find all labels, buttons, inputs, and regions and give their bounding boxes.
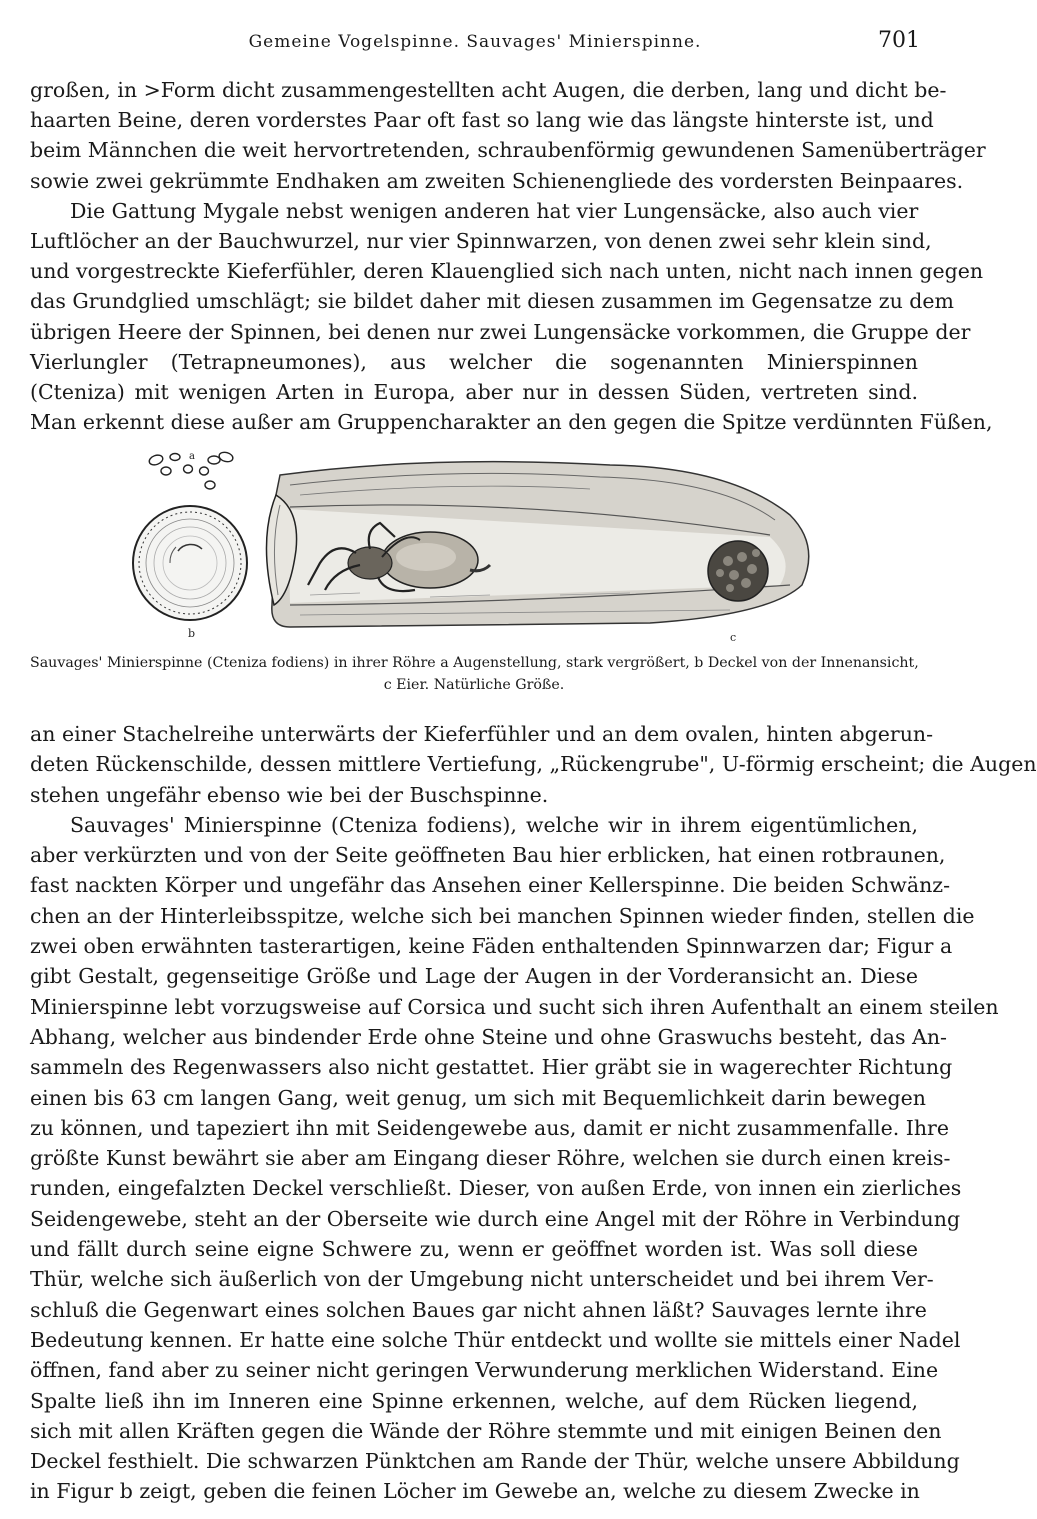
text-line: zwei oben erwähnten tasterartigen, keine Fäden enthaltenden Spinnwarzen dar; Figur a <box>30 934 953 959</box>
text-line: stehen ungefähr ebenso wie bei der Buschspinne. <box>30 782 549 807</box>
text-line: haarten Beine, deren vorderstes Paar oft fast so lang wie das längste hinterste ist, und <box>30 108 934 133</box>
text-line: gibt Gestalt, gegenseitige Größe und Lage der Augen in der Vorderansicht an. Diese <box>30 964 918 989</box>
text-line: deten Rückenschilde, dessen mittlere Vertiefung, „Rückengrube", U-förmig erscheint; die Augen <box>30 752 1037 777</box>
figure-label-b: b <box>188 627 196 640</box>
text-block-bottom <box>30 719 1037 1507</box>
text-line: Seidengewebe, steht an der Oberseite wie durch eine Angel mit der Röhre in Verbindung <box>30 1206 961 1231</box>
figure-label-c: c <box>730 631 737 644</box>
text-block-top <box>30 75 993 437</box>
text-line: einen bis 63 cm langen Gang, weit genug, um sich mit Bequemlichkeit darin bewegen <box>30 1085 926 1110</box>
text-line: großen, in >Form dicht zusammengestellten acht Augen, die derben, lang und dicht be- <box>30 78 947 102</box>
lid-inner-view-figure <box>133 506 247 620</box>
paragraph-cteniza <box>30 810 999 1507</box>
paragraph-continued <box>30 75 986 196</box>
text-line: Abhang, welcher aus bindender Erde ohne Steine und ohne Graswuchs besteht, das An- <box>30 1024 947 1049</box>
egg-mass-figure <box>708 541 768 601</box>
text-line: an einer Stachelreihe unterwärts der Kieferfühler und an dem ovalen, hinten abgerun- <box>30 722 934 746</box>
text-line: in Figur b zeigt, geben die feinen Löcher im Gewebe an, welche zu diesem Zwecke in <box>30 1479 920 1504</box>
page-header <box>30 28 920 58</box>
text-line: übrigen Heere der Spinnen, bei denen nur zwei Lungensäcke vorkommen, die Gruppe der <box>30 319 971 344</box>
text-line: sammeln des Regenwassers also nicht gestattet. Hier gräbt sie in wagerechter Richtung <box>30 1055 953 1080</box>
text-line: Minierspinne lebt vorzugsweise auf Corsica und sucht sich ihren Aufenthalt an einem steilen <box>30 994 999 1019</box>
text-line: Bedeutung kennen. Er hatte eine solche Thür entdeckt und wollte sie mittels einer Nadel <box>30 1327 961 1352</box>
paragraph-continued-after-figure <box>30 719 1037 810</box>
text-line: sich mit allen Kräften gegen die Wände der Röhre stemmte und mit einigen Beinen den <box>30 1418 942 1443</box>
caption-line: Sauvages' Minierspinne (Cteniza fodiens) in ihrer Röhre a Augenstellung, stark vergrößert, b Deckel von der Innenansicht, <box>30 655 919 671</box>
text-line: aber verkürzten und von der Seite geöffneten Bau hier erblicken, hat einen rotbraunen, <box>30 843 946 868</box>
text-line: und vorgestreckte Kieferfühler, deren Klauenglied sich nach unten, nicht nach innen gegen <box>30 259 984 284</box>
page-number: 701 <box>878 28 920 53</box>
text-line: Vierlungler (Tetrapneumones), aus welcher die sogenannten Minierspinnen <box>30 349 918 374</box>
figure-caption <box>30 652 918 696</box>
text-line: Thür, welche sich äußerlich von der Umgebung nicht unterscheidet und bei ihrem Ver- <box>30 1267 934 1292</box>
text-line: zu können, und tapeziert ihn mit Seidengewebe aus, damit er nicht zusammenfalle. Ihre <box>30 1115 949 1140</box>
text-line: sowie zwei gekrümmte Endhaken am zweiten Schienengliede des vordersten Beinpaares. <box>30 168 964 193</box>
running-head: Gemeine Vogelspinne. Sauvages' Minierspinne. <box>248 32 702 52</box>
text-line: (Cteniza) mit wenigen Arten in Europa, aber nur in dessen Süden, vertreten sind. <box>30 380 918 405</box>
text-line: öffnen, fand aber zu seiner nicht geringen Verwunderung merklichen Widerstand. Eine <box>30 1358 939 1383</box>
text-line: runden, eingefalzten Deckel verschließt. Dieser, von außen Erde, von innen ein zierliches <box>30 1176 962 1201</box>
text-line: Man erkennt diese außer am Gruppencharakter an den gegen die Spitze verdünnten Füßen, <box>30 410 993 435</box>
paragraph-mygale <box>30 196 993 438</box>
text-line: Die Gattung Mygale nebst wenigen anderen hat vier Lungensäcke, also auch vier <box>70 198 919 223</box>
text-line: fast nackten Körper und ungefähr das Ansehen einer Kellerspinne. Die beiden Schwänz- <box>30 873 951 898</box>
text-line: Spalte ließ ihn im Inneren eine Spinne erkennen, welche, auf dem Rücken liegend, <box>30 1388 918 1413</box>
text-line: schluß die Gegenwart eines solchen Baues gar nicht ahnen läßt? Sauvages lernte ihre <box>30 1297 927 1322</box>
text-line: chen an der Hinterleibsspitze, welche sich bei manchen Spinnen wieder finden, stellen die <box>30 903 975 928</box>
text-line: größte Kunst bewährt sie aber am Eingang dieser Röhre, welchen sie durch einen kreis- <box>30 1146 951 1171</box>
text-line: Sauvages' Minierspinne (Cteniza fodiens), welche wir in ihrem eigentümlichen, <box>70 812 918 837</box>
figure-label-a: a <box>189 451 195 462</box>
caption-line: c Eier. Natürliche Größe. <box>383 677 565 693</box>
text-line: und fällt durch seine eigne Schwere zu, wenn er geöffnet worden ist. Was soll diese <box>30 1237 918 1262</box>
text-line: Deckel festhielt. Die schwarzen Pünktchen am Rande der Thür, welche unsere Abbildung <box>30 1449 960 1474</box>
spider-burrow-illustration <box>130 445 820 645</box>
text-line: das Grundglied umschlägt; sie bildet daher mit diesen zusammen im Gegensatze zu dem <box>30 289 954 314</box>
text-line: beim Männchen die weit hervortretenden, schraubenförmig gewundenen Samenüberträger <box>30 138 986 163</box>
text-line: Luftlöcher an der Bauchwurzel, nur vier Spinnwarzen, von denen zwei sehr klein sind, <box>30 229 932 254</box>
